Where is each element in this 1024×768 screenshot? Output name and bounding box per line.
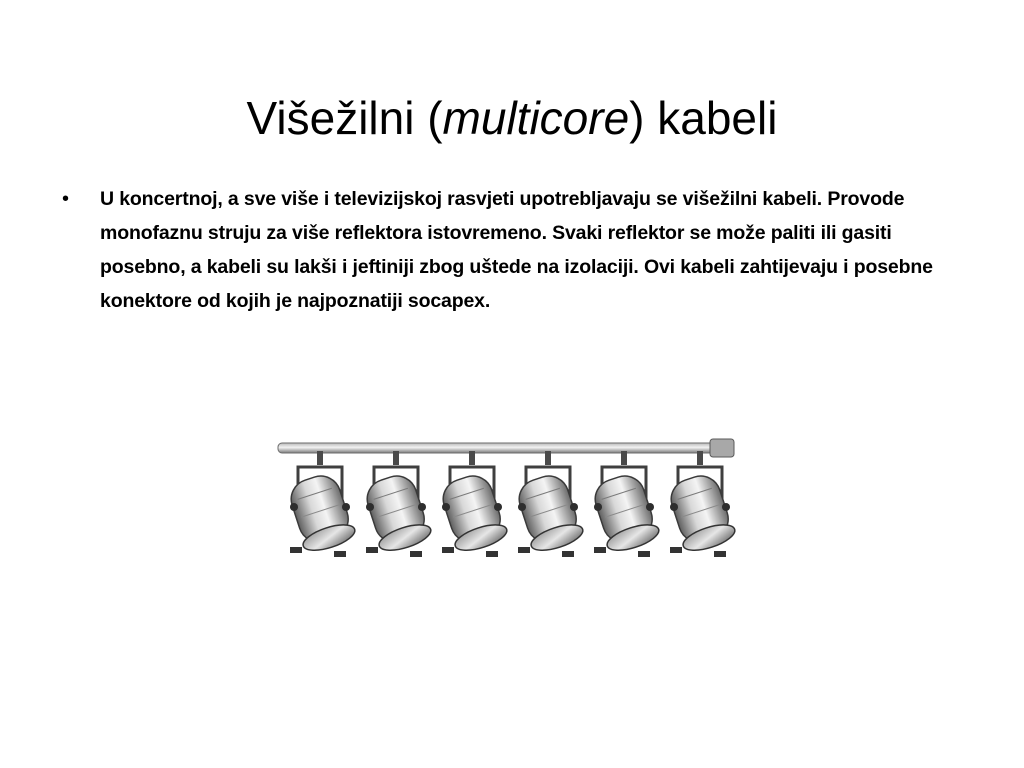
- bullet-icon: •: [62, 188, 70, 210]
- bullet-list: [58, 182, 963, 318]
- bullet-text: U koncertnoj, a sve više i televizijskoj rasvjeti upotrebljavaju se višežilni kabeli. Provode monofaznu struju za više reflektora istovremeno. Svaki reflektor se može paliti ili gasiti posebno, a kabeli su lakši i jeftiniji zbog uštede na izolaciji. Ovi kabeli zahtijevaju i posebne konektore od kojih je najpoznatiji socapex.: [100, 188, 933, 312]
- title-text-end: ) kabeli: [629, 91, 778, 144]
- slide-title: [0, 91, 1024, 146]
- spotlight-bar-drawing: [258, 415, 758, 585]
- spotlight-bar-image: [258, 415, 758, 585]
- title-text-start: Višežilni (: [246, 91, 443, 144]
- bullet-item: [58, 182, 963, 318]
- title-italic-term: multicore: [442, 91, 630, 144]
